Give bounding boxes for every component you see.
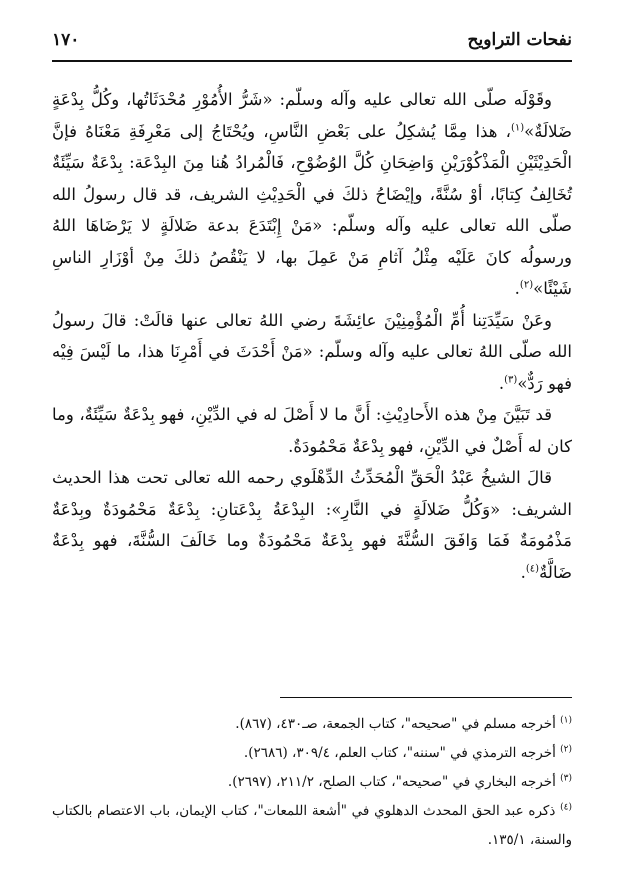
running-title: نفحات التراويح <box>467 30 572 50</box>
footnote-2-mark: (٢) <box>560 744 572 755</box>
paragraph-2 <box>52 305 572 400</box>
note-ref-1: (١) <box>510 122 525 133</box>
paragraph-1-text-b: ، هذا مِمَّا يُشكِلُ على بَعْضِ النَّاسِ، ويُحْتَاجُ إلى مَعْرِفَةِ مَعْنَاهُ فإنَّ الْحَدِيْثَيْنِ الْمَذْكُوْرَيْنِ وَاضِحَانِ كُلَّ الوُضُوْحِ، فَالْمُرادُ هُنا مِنَ البِدْعَة: بِدْعَةٌ سَيِّئَةٌ تُخَالِفُ كِتابًا، أوْ سُنَّةً، وإيْضَاحُ ذلكَ في الْحَدِيْثِ الشريف، قد قال رسولُ الله صلّى الله تعالى عليه وآله وسلّم: «مَنْ إِبْتَدَعَ بدعة ضَلالَةٍ لا يَرْضَاهَا اللهُ ورسولُه كانَ عَلَيْه مِثْلُ آثامِ مَنْ عَمِلَ بها، لا يَنْقُصُ ذلكَ مِنْ أوْزَارِ الناسِ شَيْئًا» <box>52 121 572 298</box>
paragraph-4 <box>52 462 572 588</box>
footnotes <box>52 710 572 855</box>
footnote-4 <box>52 797 572 855</box>
page-header <box>52 24 572 62</box>
paragraph-2-end: . <box>498 373 505 393</box>
footnote-1-mark: (١) <box>560 715 572 726</box>
footnote-1-text: أخرجه مسلم في "صحيحه"، كتاب الجمعة، صـ٤٣٠، (٨٦٧). <box>235 716 556 732</box>
footnote-4-mark: (٤) <box>560 802 572 813</box>
paragraph-4-text: قالَ الشيخُ عَبْدُ الْحَقِّ الْمُحَدِّثُ الدِّهْلَوي رحمه الله تعالى تحت هذا الحديث الشريف: «وَكُلُّ ضَلالَةٍ في النَّارِ»: البِدْعَةُ بِدْعَتانِ: بِدْعَةٌ مَحْمُودَةٌ وبِدْعَةٌ مَذْمُومَةٌ فَمَا وَافَقَ السُّنَّةَ فهو بِدْعَةٌ مَحْمُودَةٌ وما خَالَفَ السُّنَّةَ، فهو بِدْعَةٌ ضَالَّةٌ <box>52 468 572 582</box>
footnote-2 <box>52 739 572 768</box>
note-ref-4: (٤) <box>525 563 540 574</box>
footnote-1 <box>52 710 572 739</box>
paragraph-1-text-a: وقَوْلَه صلّى الله تعالى عليه وآله وسلّم: «شَرُّ الأُمُوْرِ مُحْدَثَاتُها، وكُلُّ بِدْعَةٍ ضَلالَةٌ» <box>52 90 572 141</box>
footnote-separator <box>280 697 572 698</box>
main-text <box>52 84 572 588</box>
note-ref-3: (٣) <box>504 374 518 385</box>
footnote-3-mark: (٣) <box>560 773 572 784</box>
paragraph-3-text: قد تَبَيَّنَ مِنْ هذه الأَحادِيْثِ: أَنَّ ما لا أَصْلَ له في الدِّيْنِ، فهو بِدْعَةٌ سَيِّئَةٌ، وما كان له أَصْلٌ في الدِّيْنِ، فهو بِدْعَةٌ مَحْمُودَةٌ. <box>52 405 572 456</box>
paragraph-4-end: . <box>520 562 526 582</box>
footnote-2-text: أخرجه الترمذي في "سننه"، كتاب العلم، ٣٠٩/٤، (٢٦٨٦). <box>243 745 556 761</box>
footnote-3-text: أخرجه البخاري في "صحيحه"، كتاب الصلح، ٢١١/٢، (٢٦٩٧). <box>227 774 556 790</box>
paragraph-1-end: . <box>514 279 520 298</box>
paragraph-2-text: وعَنْ سَيِّدَتِنا أُمِّ الْمُؤْمِنِيْنَ عائِشَةَ رضي اللهُ تعالى عنها قالَتْ: قالَ رسولُ الله صلّى اللهُ تعالى عليه وآله وسلّم: «مَنْ أَحْدَثَ في أَمْرِنَا هذا، ما لَيْسَ فِيْه فهو رَدٌّ» <box>52 310 572 393</box>
paragraph-3 <box>52 399 572 462</box>
paragraph-1 <box>52 84 572 305</box>
footnote-3 <box>52 768 572 797</box>
footnote-4-text: ذكره عبد الحق المحدث الدهلوي في "أشعة اللمعات"، كتاب الإيمان، باب الاعتصام بالكتاب والسنة، ١٣٥/١. <box>52 803 572 848</box>
page-number: ١٧٠ <box>52 30 80 50</box>
note-ref-2: (٢) <box>519 279 534 291</box>
